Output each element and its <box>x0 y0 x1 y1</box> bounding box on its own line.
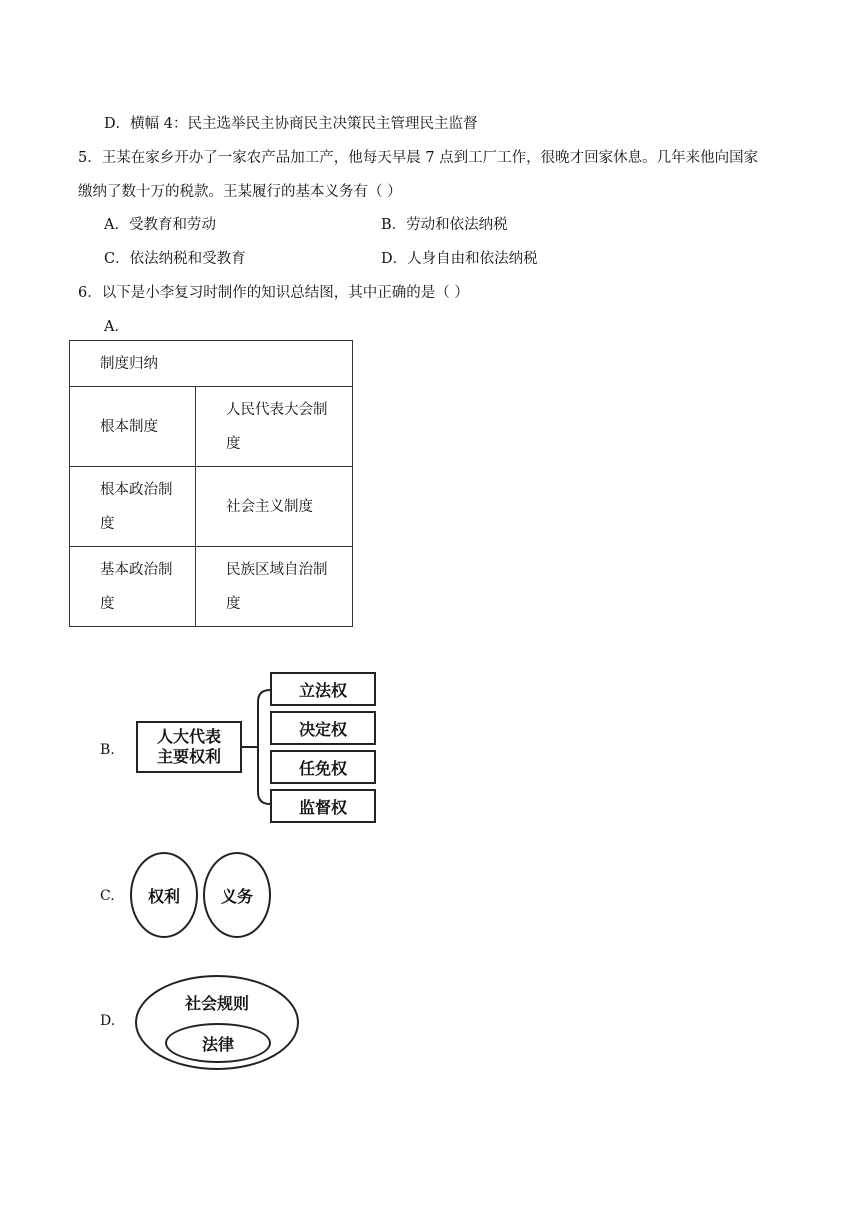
question-5-line-1: 5．王某在家乡开办了一家农产品加工产，他每天早晨 7 点到工厂工作，很晚才回家休息。几年来他向国家 <box>78 150 759 166</box>
duties-oval: 义务 <box>203 852 271 938</box>
rights-oval: 权利 <box>130 852 198 938</box>
option-4d: D．横幅 4：民主选举民主协商民主决策民主管理民主监督 <box>104 116 478 132</box>
table-cell-right: 民族区域自治制 度 <box>196 547 353 627</box>
table-cell-left: 基本政治制 度 <box>70 547 196 627</box>
option-5b: B．劳动和依法纳税 <box>381 217 508 233</box>
option-6d-label: D. <box>100 1013 116 1029</box>
option-6a-label: A． <box>104 319 129 335</box>
option-6c-label: C. <box>100 888 115 904</box>
supervision-power-box: 监督权 <box>270 789 376 823</box>
appointment-power-box: 任免权 <box>270 750 376 784</box>
table-cell-left: 根本制度 <box>70 387 196 467</box>
table-header: 制度归纳 <box>70 341 353 387</box>
table-row <box>70 467 353 547</box>
question-5-line-2: 缴纳了数十万的税款。王某履行的基本义务有（ ） <box>78 184 402 200</box>
question-6: 6．以下是小李复习时制作的知识总结图，其中正确的是（ ） <box>78 285 469 301</box>
option-5c: C．依法纳税和受教育 <box>104 251 246 267</box>
table-cell-left: 根本政治制 度 <box>70 467 196 547</box>
law-oval: 法律 <box>165 1023 271 1063</box>
legislative-power-box: 立法权 <box>270 672 376 706</box>
decision-power-box: 决定权 <box>270 711 376 745</box>
system-summary-table <box>69 340 353 627</box>
option-6b-label: B. <box>100 742 115 758</box>
table-cell-right: 社会主义制度 <box>196 467 353 547</box>
table-row <box>70 547 353 627</box>
option-5d: D．人身自由和依法纳税 <box>381 251 538 267</box>
social-rules-oval: 社会规则 <box>135 975 299 1070</box>
deputy-rights-box: 人大代表 主要权利 <box>136 721 242 773</box>
table-row <box>70 387 353 467</box>
option-5a: A．受教育和劳动 <box>104 217 216 233</box>
table-cell-right: 人民代表大会制 度 <box>196 387 353 467</box>
